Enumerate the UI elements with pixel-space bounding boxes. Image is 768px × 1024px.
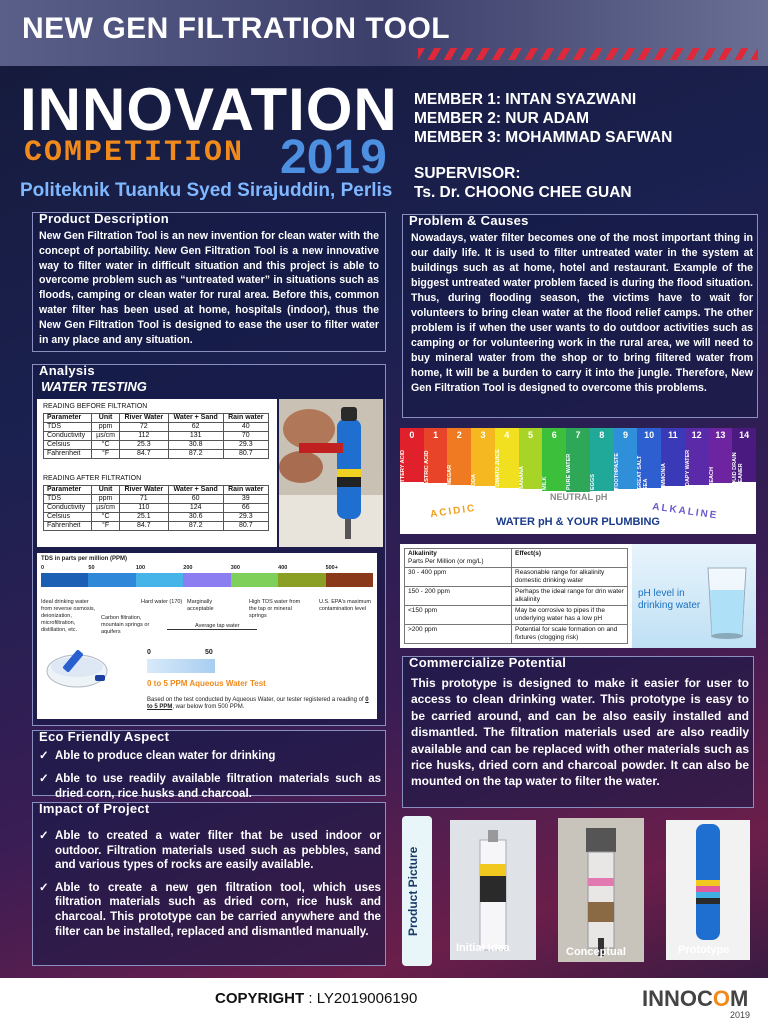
table-cell: °C <box>92 441 120 450</box>
supervisor-label: SUPERVISOR: <box>414 165 521 182</box>
table-cell: 124 <box>168 504 223 513</box>
ph-substance-label: EGGS <box>589 474 596 490</box>
after-col-header: Unit <box>92 486 120 495</box>
commercialize-section <box>402 656 754 808</box>
list-item-text: Able to produce clean water for drinking <box>55 750 276 762</box>
after-table <box>43 485 269 531</box>
tds-note-epa: U.S. EPA's maximum contamination level <box>319 599 371 612</box>
prototype-photo <box>666 820 750 960</box>
tds-tick-label: 100 <box>135 565 146 571</box>
ph-column <box>684 428 709 490</box>
before-col-header: Rain water <box>223 414 268 423</box>
table-cell: °C <box>92 513 120 522</box>
tds-color-segment <box>278 573 325 587</box>
table-cell: May be corrosive to pipes if the underlying water has a low pH <box>512 606 628 625</box>
tds-color-segment <box>88 573 135 587</box>
ph-column <box>590 428 614 491</box>
table-cell: 112 <box>119 432 168 441</box>
table-cell: 87.2 <box>168 522 223 531</box>
ph-number: 7 <box>575 430 581 440</box>
table-cell: Potential for scale formation on and fixtures (clogging risk) <box>512 625 628 644</box>
table-cell: 30.6 <box>168 513 223 522</box>
table-row <box>405 606 628 625</box>
competition-year: 2019 <box>280 131 387 184</box>
member-1: MEMBER 1: INTAN SYAZWANI <box>414 91 637 108</box>
eco-section <box>32 729 386 800</box>
table-cell: 60 <box>168 495 223 504</box>
table-cell: Fahrenheit <box>44 450 92 459</box>
ph-scale-panel <box>400 428 756 534</box>
table-cell: 80.7 <box>223 450 268 459</box>
product-picture-label: Product Picture <box>406 846 420 936</box>
table-cell: ppm <box>92 423 120 432</box>
table-cell: 150 - 200 ppm <box>405 587 512 606</box>
alkalinity-col-header: Alkalinity Parts Per Million (or mg/L) <box>405 549 512 568</box>
footer <box>0 978 768 1024</box>
tds-chart-panel <box>37 553 377 719</box>
table-cell: Celsius <box>44 441 92 450</box>
table-row <box>44 513 269 522</box>
table-cell: 66 <box>223 504 268 513</box>
table-cell: 72 <box>119 423 168 432</box>
caption-conceptual: Conceptual <box>566 946 626 958</box>
ph-neutral-label: NEUTRAL pH <box>550 492 608 502</box>
decorative-stripes <box>418 48 758 60</box>
list-item-text: Able to use readily available filtration materials such as dried corn, rice husks and charcoal. <box>55 773 381 800</box>
before-col-header: Parameter <box>44 414 92 423</box>
table-cell: µs/cm <box>92 504 120 513</box>
tds-note-hard: Hard water (170) <box>141 599 183 605</box>
member-3: MEMBER 3: MOHAMMAD SAFWAN <box>414 129 673 146</box>
caption-prototype: Prototype <box>678 944 730 956</box>
ph-column <box>614 428 638 489</box>
competition-logo-text: COMPETITION <box>24 136 245 170</box>
after-col-header: Water + Sand <box>168 486 223 495</box>
tds-color-segment <box>183 573 230 587</box>
after-col-header: Parameter <box>44 486 92 495</box>
ph-drinking-caption: pH level in drinking water <box>638 588 701 611</box>
tds-tick-label: 500+ <box>325 565 338 571</box>
ph-number: 8 <box>599 430 605 440</box>
ph-column <box>637 428 661 488</box>
before-col-header: River Water <box>119 414 168 423</box>
ph-number: 14 <box>739 430 750 440</box>
check-icon: ✓ <box>39 880 49 894</box>
supervisor-name: Ts. Dr. CHOONG CHEE GUAN <box>414 184 632 201</box>
test-note: Based on the test conducted by Aqueous Water, our tester registered a reading of 0 to 5 PPM, war below from 500 PPM. <box>147 697 369 710</box>
product-description-heading: Product Description <box>39 211 169 226</box>
test-scale-zero: 0 <box>147 649 151 656</box>
ph-substance-label: TOOTHPASTE <box>613 452 620 490</box>
list-item <box>39 881 381 939</box>
ph-substance-label: MILK <box>542 476 549 490</box>
ph-column <box>542 428 566 491</box>
ph-number: 4 <box>504 430 510 440</box>
impact-list <box>39 829 381 947</box>
tds-color-segment <box>41 573 88 587</box>
table-cell: 40 <box>223 423 268 432</box>
product-description-text: New Gen Filtration Tool is an new invention for clean water with the concept of portability. New Gen Filtration Tool is a new innovative way to filter water in difficult situation and this project is able to overcome problem such as “untreated water” in situations such as floods, camping or clean water for rural area. Before this, common water filter has been used at home, hospitals (indoor), thus the New Gen Filtration Tool is designed to ease the user to filter water in any place and any situation. <box>39 230 379 346</box>
table-row <box>405 625 628 644</box>
after-col-header: Rain water <box>223 486 268 495</box>
member-2: MEMBER 2: NUR ADAM <box>414 110 590 127</box>
tds-note-average: Average tap water <box>195 623 240 629</box>
top-banner <box>0 0 768 66</box>
table-cell: °F <box>92 522 120 531</box>
table-row <box>44 423 269 432</box>
table-row <box>44 495 269 504</box>
table-cell: °F <box>92 450 120 459</box>
list-item-text: Able to created a water filter that be used indoor or outdoor. Filtration materials used such as pebbles, sand and various types of rocks are easily available. <box>55 829 381 872</box>
table-cell: Celsius <box>44 513 92 522</box>
ph-column <box>708 428 733 490</box>
after-col-header: River Water <box>119 486 168 495</box>
ph-substance-label: SODA <box>471 474 478 490</box>
test-reading-bar <box>147 659 215 673</box>
problem-text: Nowadays, water filter becomes one of the most important thing in our daily life. It is used to filter untreated water in the system at buildings such as at home, hotel and restaurant. Example of the biggest untreated water problem faced is during the flood situation. Thus, during flooding season, the victims have to wait for volunteers to bring clean water at the flood relief camps. The other problem is if when the user wants to do outdoor activities such as camping or for volunteering work in the rural area, we will need to buy mineral water from the shop or to bring filtered water from home, It will be a burden to carry it into the jungle. Therefore, New Gen Filtration Tool is designed to overcome this problems. <box>411 232 753 394</box>
table-cell: 87.2 <box>168 450 223 459</box>
table-cell: 25.3 <box>119 441 168 450</box>
alkalinity-table <box>404 548 628 644</box>
table-cell: 29.3 <box>223 513 268 522</box>
ph-caption: WATER pH & YOUR PLUMBING <box>496 516 660 528</box>
ph-substance-label: GREAT SALT SEA <box>637 455 650 490</box>
table-row <box>44 432 269 441</box>
ph-column <box>447 428 471 490</box>
table-cell: Fahrenheit <box>44 522 92 531</box>
before-caption: READING BEFORE FILTRATION <box>43 403 148 410</box>
tds-tick-label: 400 <box>278 565 288 571</box>
readings-panel <box>37 399 277 547</box>
check-icon: ✓ <box>39 829 49 842</box>
product-picture-label-box <box>402 816 432 966</box>
table-cell: <150 ppm <box>405 606 512 625</box>
table-row <box>44 522 269 531</box>
before-table <box>43 413 269 459</box>
ph-alkaline-label: ALKALINE <box>651 501 720 522</box>
ph-number: 11 <box>668 430 678 440</box>
tds-tick-label: 200 <box>183 565 193 571</box>
ph-number: 6 <box>551 430 557 440</box>
initial-idea-photo <box>450 820 536 960</box>
table-cell: TDS <box>44 423 92 432</box>
table-cell: 84.7 <box>119 522 168 531</box>
ph-column <box>519 428 543 489</box>
ph-column <box>661 428 685 490</box>
innocom-year: 2019 <box>730 1010 751 1020</box>
tds-color-segment <box>326 573 373 587</box>
ph-number: 5 <box>528 430 534 440</box>
table-row <box>405 568 628 587</box>
ph-substance-label: TOMATO JUICE <box>494 449 501 490</box>
water-glass-icon <box>704 564 750 640</box>
ph-number: 13 <box>715 430 726 440</box>
ph-substance-label: GASTRIC ACID <box>423 450 430 490</box>
ph-substance-label: BANANA <box>518 466 525 490</box>
eco-heading: Eco Friendly Aspect <box>39 729 170 744</box>
table-row <box>405 587 628 606</box>
check-icon: ✓ <box>39 750 49 762</box>
table-cell: µs/cm <box>92 432 120 441</box>
tds-color-segment <box>231 573 278 587</box>
tds-title: TDS in parts per million (PPM) <box>41 556 128 562</box>
ph-column <box>400 428 424 490</box>
ph-substance-label: LIQUID DRAIN CLEANER <box>732 452 745 490</box>
table-row <box>44 450 269 459</box>
commercialize-heading: Commercialize Potential <box>409 655 567 670</box>
copyright: COPYRIGHT : LY2019006190 <box>215 990 418 1007</box>
ph-substance-label: AMMONIA <box>661 463 668 490</box>
commercialize-text: This prototype is designed to make it easier for user to access to clean drinking water. This prototype is easy to be carried around, and can be also easily installed and dismantled. The filtration materials used are also readily available and can be replaced with other materials such as rice husks, dried corn and charcoal powder. It can also be mounted on the tap water to filter the water. <box>411 676 749 789</box>
innovation-logo-text: INNOVATION <box>20 76 398 143</box>
table-cell: 70 <box>223 432 268 441</box>
ph-number: 10 <box>644 430 655 440</box>
test-scale-fifty: 50 <box>205 649 213 656</box>
before-col-header: Water + Sand <box>168 414 223 423</box>
water-tester-photo <box>279 399 383 547</box>
table-row <box>44 504 269 513</box>
list-item <box>39 772 381 802</box>
analysis-heading: Analysis <box>39 363 95 378</box>
table-cell: 80.7 <box>223 522 268 531</box>
table-cell: 131 <box>168 432 223 441</box>
tds-note-high: High TDS water from the tap or mineral springs <box>249 599 301 619</box>
ph-column <box>423 428 448 490</box>
tds-note-ideal: Ideal drinking water from reverse osmosis, deionization, microfiltration, distillation, etc. <box>41 599 96 633</box>
ph-number: 1 <box>433 430 439 440</box>
bowl-tester-image <box>43 645 113 695</box>
table-cell: >200 ppm <box>405 625 512 644</box>
tds-color-bar <box>41 573 373 587</box>
ph-acidic-label: ACIDIC <box>429 502 477 521</box>
caption-initial-idea: Initial Idea <box>456 942 510 954</box>
list-item <box>39 749 381 764</box>
table-cell: Conductivity <box>44 504 92 513</box>
ph-drinking-image <box>632 544 756 648</box>
table-cell: 30 - 400 ppm <box>405 568 512 587</box>
table-cell: Perhaps the ideal range for drin water alkalinity <box>512 587 628 606</box>
list-item <box>39 829 381 873</box>
table-cell: 30.8 <box>168 441 223 450</box>
tds-tick-label: 0 <box>41 565 45 571</box>
table-cell: 84.7 <box>119 450 168 459</box>
list-item-text: Able to create a new gen filtration tool, which uses filtration materials such as dried corn, rice husk and charcoal. This prototype can be carried anywhere and the filter can be installed, replaced and dismantled manually. <box>55 880 381 938</box>
analysis-section <box>32 364 386 726</box>
table-cell: 110 <box>119 504 168 513</box>
ph-number: 2 <box>456 430 462 440</box>
team-members <box>414 90 672 147</box>
conceptual-photo <box>558 818 644 962</box>
poster-title: NEW GEN FILTRATION TOOL <box>22 12 451 45</box>
tds-color-segment <box>136 573 183 587</box>
tds-note-marginal: Marginally acceptable <box>187 599 214 612</box>
ph-column <box>732 428 756 490</box>
tds-tick-label: 300 <box>230 565 240 571</box>
tds-tick-label: 50 <box>88 565 95 571</box>
ph-substance-label: BATTERY ACID <box>400 449 406 490</box>
supervisor <box>414 164 632 202</box>
table-cell: TDS <box>44 495 92 504</box>
after-caption: READING AFTER FILTRATION <box>43 475 142 482</box>
problem-section <box>402 214 758 418</box>
table-cell: 29.3 <box>223 441 268 450</box>
table-cell: 71 <box>119 495 168 504</box>
before-col-header: Unit <box>92 414 120 423</box>
table-row <box>44 441 269 450</box>
ph-number: 12 <box>691 430 702 440</box>
ph-column <box>495 428 519 488</box>
ph-column <box>566 428 590 492</box>
impact-section <box>32 802 386 966</box>
table-cell: 62 <box>168 423 223 432</box>
ph-column <box>471 428 495 490</box>
ph-number: 9 <box>622 430 628 440</box>
ph-substance-label: SOAPY WATER <box>684 449 691 490</box>
table-cell: 39 <box>223 495 268 504</box>
water-testing-heading: WATER TESTING <box>41 379 147 394</box>
test-label: 0 to 5 PPM Aqueous Water Test <box>147 679 266 688</box>
ph-substance-label: VINEGAR <box>447 464 454 490</box>
table-cell: 25.1 <box>119 513 168 522</box>
product-description-section <box>32 212 386 352</box>
problem-heading: Problem & Causes <box>409 213 529 228</box>
table-cell: Conductivity <box>44 432 92 441</box>
ph-substance-label: PURE WATER <box>566 453 573 490</box>
innocom-logo: INNOCOM <box>642 986 749 1011</box>
alkalinity-table-panel <box>400 544 632 648</box>
check-icon: ✓ <box>39 773 49 785</box>
ph-substance-label: BLEACH <box>708 467 715 490</box>
table-cell: Reasonable range for alkalinity domestic drinking water <box>512 568 628 587</box>
tds-note-carbon: Carbon filtration, mountain springs or aquifers <box>101 615 150 635</box>
impact-heading: Impact of Project <box>39 801 150 816</box>
ph-number: 0 <box>409 430 415 440</box>
ph-number: 3 <box>480 430 486 440</box>
effects-col-header: Effect(s) <box>512 549 628 568</box>
institution-name: Politeknik Tuanku Syed Sirajuddin, Perlis <box>20 180 393 201</box>
table-cell: ppm <box>92 495 120 504</box>
